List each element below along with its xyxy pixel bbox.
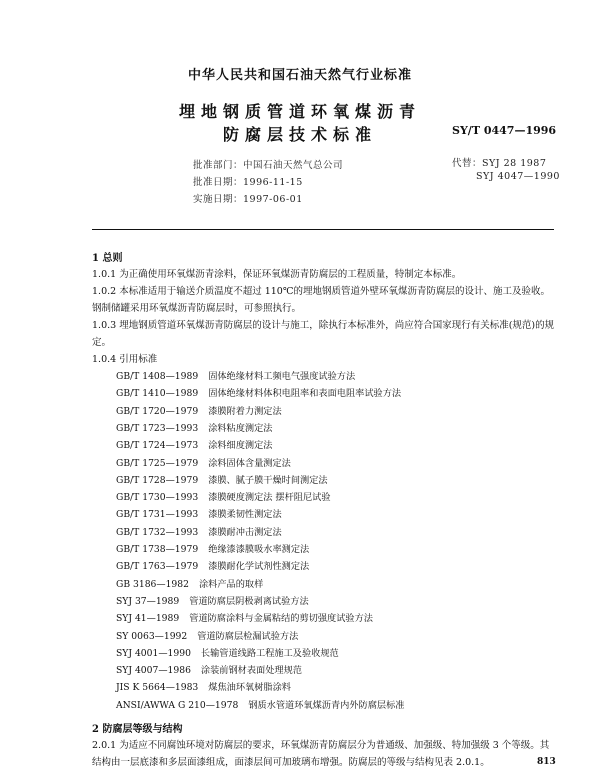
reference-item bbox=[116, 368, 355, 385]
approval-date: 批准日期：1996-11-15 bbox=[193, 177, 303, 188]
reference-title: 管道防腐层阴极剥离试验方法 bbox=[189, 595, 309, 607]
reference-title: 漆膜耐化学试剂性测定法 bbox=[208, 561, 310, 573]
reference-title: 涂料粘度测定法 bbox=[208, 422, 273, 434]
standard-number: SY/T 0447—1996 bbox=[452, 124, 557, 137]
reference-code: GB/T 1408—1989 bbox=[116, 371, 199, 382]
reference-item bbox=[116, 679, 291, 696]
clause-1-0-4: 1.0.4 引用标准 bbox=[92, 354, 158, 365]
reference-item bbox=[116, 628, 298, 645]
reference-code: GB/T 1410—1989 bbox=[116, 388, 199, 400]
reference-item bbox=[116, 662, 302, 679]
section-2-heading: 2 防腐层等级与结构 bbox=[92, 724, 183, 735]
document-title-line2: 防腐层技术标准 bbox=[222, 125, 377, 144]
reference-item bbox=[116, 403, 282, 420]
reference-code: SYJ 4007—1986 bbox=[116, 665, 191, 677]
reference-item bbox=[116, 645, 339, 662]
reference-item bbox=[116, 489, 331, 506]
reference-title: 长输管道线路工程施工及验收规范 bbox=[200, 647, 339, 659]
reference-code: ANSI/AWWA G 210—1978 bbox=[116, 699, 239, 711]
reference-title: 漆膜、腻子膜干燥时间测定法 bbox=[208, 474, 328, 486]
reference-title: 钢质水管道环氧煤沥青内外防腐层标准 bbox=[248, 699, 405, 711]
reference-code: GB/T 1730—1993 bbox=[116, 492, 199, 504]
reference-item bbox=[116, 697, 405, 714]
reference-item bbox=[116, 576, 263, 593]
reference-title: 涂装前钢材表面处理规范 bbox=[200, 665, 302, 677]
reference-title: 煤焦油环氧树脂涂料 bbox=[208, 682, 291, 694]
reference-code: GB/T 1728—1979 bbox=[116, 474, 199, 486]
reference-code: GB 3186—1982 bbox=[116, 578, 189, 590]
reference-code: GB/T 1724—1973 bbox=[116, 440, 199, 452]
reference-title: 涂料固体含量测定法 bbox=[208, 457, 291, 469]
reference-code: SYJ 37—1989 bbox=[116, 595, 180, 607]
clause-1-0-2: 1.0.2 本标准适用于输送介质温度不超过 110℃的埋地钢质管道外壁环氧煤沥青防腐层的设计、施工及验收。钢制储罐采用环氧煤沥青防腐层时，可参照执行。 bbox=[92, 286, 550, 314]
reference-title: 漆膜硬度测定法 摆杆阻尼试验 bbox=[208, 492, 331, 504]
reference-title: 绝缘漆漆膜吸水率测定法 bbox=[208, 544, 310, 555]
reference-title: 固体绝缘材料体积电阻率和表面电阻率试验方法 bbox=[208, 388, 402, 400]
reference-item bbox=[116, 472, 328, 489]
reference-code: GB/T 1738—1979 bbox=[116, 544, 199, 555]
reference-code: JIS K 5664—1983 bbox=[116, 682, 199, 694]
reference-code: SYJ 4001—1990 bbox=[116, 647, 191, 659]
reference-item bbox=[116, 385, 401, 402]
reference-title: 固体绝缘材料工频电气强度试验方法 bbox=[208, 371, 356, 382]
section-1-heading: 1 总则 bbox=[92, 253, 123, 264]
reference-title: 管道防腐层检漏试验方法 bbox=[197, 630, 299, 642]
reference-item bbox=[116, 420, 273, 437]
reference-item bbox=[116, 524, 282, 541]
reference-item bbox=[116, 437, 273, 454]
replaces-standard-2: SYJ 4047—1990 bbox=[476, 171, 560, 182]
reference-item bbox=[116, 610, 373, 627]
document-title-line1: 埋地钢质管道环氧煤沥青 bbox=[178, 102, 421, 121]
reference-code: GB/T 1731—1993 bbox=[116, 509, 199, 521]
reference-item bbox=[116, 558, 309, 575]
clause-1-0-1: 1.0.1 为正确使用环氧煤沥青涂料，保证环氧煤沥青防腐层的工程质量，特制定本标准。 bbox=[92, 269, 462, 280]
reference-code: GB/T 1723—1993 bbox=[116, 422, 199, 434]
reference-title: 涂料细度测定法 bbox=[208, 440, 273, 452]
replaces-standard-1: 代替：SYJ 28 1987 bbox=[452, 158, 547, 169]
reference-title: 涂料产品的取样 bbox=[198, 578, 264, 590]
reference-title: 漆膜附着力测定法 bbox=[208, 405, 282, 417]
header-divider bbox=[92, 229, 554, 230]
reference-item bbox=[116, 541, 309, 558]
reference-title: 漆膜柔韧性测定法 bbox=[208, 509, 282, 521]
clause-2-0-1: 2.0.1 为适应不同腐蚀环境对防腐层的要求，环氧煤沥青防腐层分为普通级、加强级、特加强级 3 个等级。其结构由一层底漆和多层面漆组成，面漆层间可加玻璃布增强。防腐层的等级与结构见表 2.0.1。 bbox=[92, 740, 550, 768]
reference-code: GB/T 1725—1979 bbox=[116, 457, 199, 469]
reference-code: SY 0063—1992 bbox=[116, 630, 188, 642]
implementation-date: 实施日期：1997-06-01 bbox=[193, 194, 303, 205]
reference-item bbox=[116, 593, 309, 610]
reference-title: 漆膜耐冲击测定法 bbox=[208, 526, 282, 538]
clause-1-0-3: 1.0.3 埋地钢质管道环氧煤沥青防腐层的设计与施工，除执行本标准外，尚应符合国家现行有关标准(规范)的规定。 bbox=[92, 320, 555, 348]
reference-item bbox=[116, 506, 282, 523]
page-number: 813 bbox=[537, 757, 556, 767]
reference-item bbox=[116, 455, 291, 472]
reference-code: SYJ 41—1989 bbox=[116, 613, 180, 625]
approving-department: 批准部门：中国石油天然气总公司 bbox=[193, 160, 344, 171]
industry-standard-heading: 中华人民共和国石油天然气行业标准 bbox=[187, 68, 412, 83]
reference-code: GB/T 1720—1979 bbox=[116, 405, 199, 417]
reference-code: GB/T 1763—1979 bbox=[116, 561, 199, 573]
reference-code: GB/T 1732—1993 bbox=[116, 526, 199, 538]
reference-title: 管道防腐涂料与金属粘结的剪切强度试验方法 bbox=[189, 613, 373, 625]
